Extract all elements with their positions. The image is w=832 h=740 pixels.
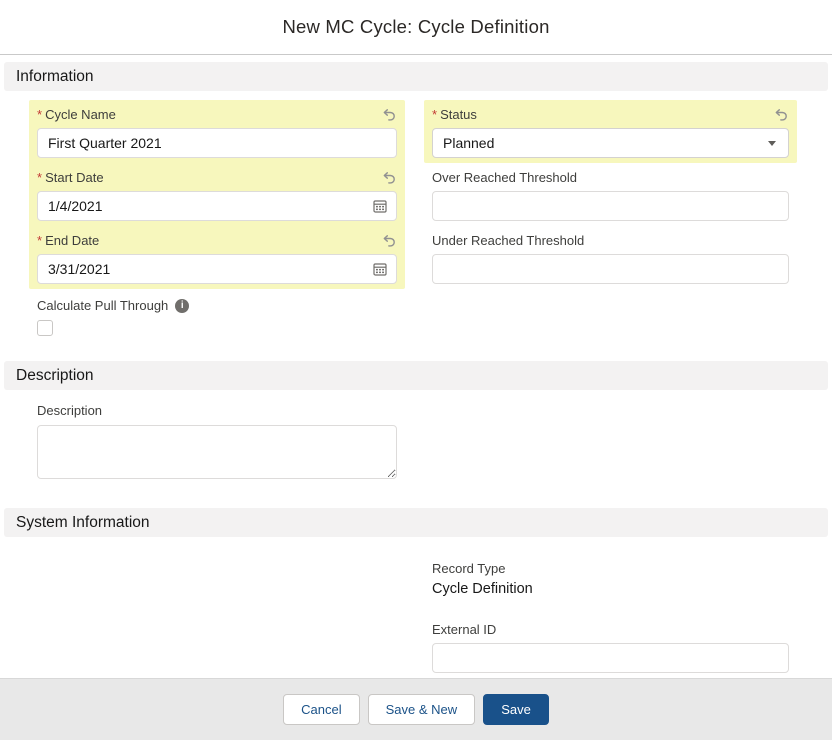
start-date-label: Start Date [45,170,104,185]
end-date-label: End Date [45,233,100,248]
over-reached-threshold-input[interactable] [432,191,789,221]
status-select[interactable] [432,128,789,158]
modal-footer [0,678,832,740]
edited-fields-highlight-right [424,100,797,163]
calculate-pull-through-label: Calculate Pull Through [37,298,169,313]
record-type-label: Record Type [432,561,506,576]
external-id-label: External ID [432,622,497,637]
under-reached-threshold-label: Under Reached Threshold [432,233,585,248]
cancel-button[interactable]: Cancel [283,694,359,725]
undo-icon[interactable] [381,233,397,249]
description-label: Description [37,403,103,418]
system-information-fields [0,554,832,678]
undo-icon[interactable] [381,107,397,123]
required-asterisk: * [37,107,43,122]
field-end-date [29,226,405,289]
save-button[interactable]: Save [483,694,549,725]
over-reached-threshold-label: Over Reached Threshold [432,170,578,185]
calculate-pull-through-checkbox[interactable] [37,320,53,336]
under-reached-threshold-input[interactable] [432,254,789,284]
field-cycle-name [29,100,405,163]
record-type-value: Cycle Definition [432,581,533,597]
end-date-input[interactable] [37,254,397,284]
page-title: New MC Cycle: Cycle Definition [282,16,550,37]
cycle-name-input[interactable] [37,128,397,158]
information-fields [0,100,832,341]
modal-header [0,0,832,55]
cycle-name-label: Cycle Name [45,107,116,122]
external-id-input[interactable] [432,643,789,673]
field-external-id [424,615,797,678]
required-asterisk: * [432,107,438,122]
field-calculate-pull-through [29,289,405,341]
section-header-system-information [4,508,828,537]
field-over-reached-threshold [424,163,797,226]
field-under-reached-threshold [424,226,797,289]
chevron-down-icon [768,141,776,146]
save-and-new-button[interactable]: Save & New [368,694,476,725]
status-label: Status [440,107,477,122]
calendar-icon[interactable] [373,199,387,213]
field-status [424,100,797,163]
description-textarea[interactable] [37,425,397,479]
info-icon[interactable] [175,299,189,313]
calendar-icon[interactable] [373,262,387,276]
section-title-system-information: System Information [16,513,150,531]
information-right-column [424,100,797,341]
system-right-column [424,554,797,678]
section-header-information [4,62,828,91]
status-selected-value: Planned [443,135,495,151]
required-asterisk: * [37,170,43,185]
required-asterisk: * [37,233,43,248]
field-description [0,402,832,479]
edited-fields-highlight-left [29,100,405,289]
field-start-date [29,163,405,226]
field-record-type [424,554,797,602]
section-header-description [4,361,828,390]
section-title-description: Description [16,366,94,384]
undo-icon[interactable] [381,170,397,186]
section-title-information: Information [16,67,94,85]
information-left-column [29,100,405,341]
undo-icon[interactable] [773,107,789,123]
start-date-input[interactable] [37,191,397,221]
system-left-column [29,554,405,678]
